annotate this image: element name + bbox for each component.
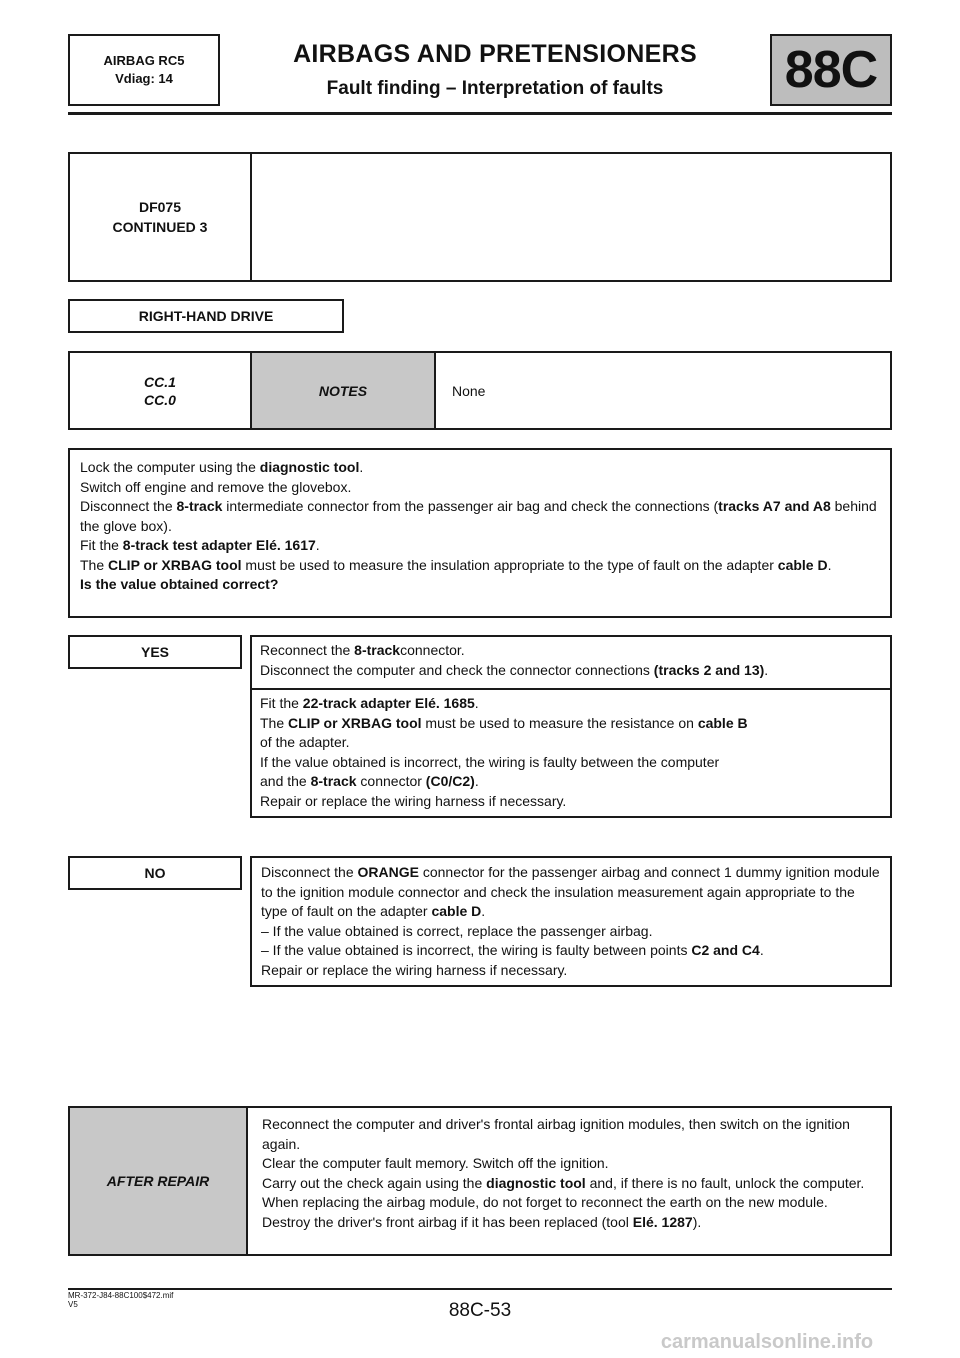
fault-code: DF075 xyxy=(138,199,182,215)
yes-line: of the adapter. xyxy=(260,734,350,750)
yes-line: If the value obtained is incorrect, the wiring is faulty between the computer xyxy=(260,753,720,770)
after-repair-line: Destroy the driver's front airbag if it has been replaced (tool Elé. 1287). xyxy=(262,1213,702,1230)
after-repair-box xyxy=(246,1106,892,1256)
footer-divider xyxy=(68,1288,892,1290)
header-divider xyxy=(68,112,892,115)
fault-description-box xyxy=(250,152,892,282)
no-label: NO xyxy=(68,856,242,890)
instruction-line: Switch off engine and remove the glovebox. xyxy=(80,478,352,495)
vdiag-label: Vdiag: 14 xyxy=(115,71,173,86)
yes-line: Fit the 22-track adapter Elé. 1685. xyxy=(260,695,479,711)
yes-line: Disconnect the computer and check the connector connections (tracks 2 and 13). xyxy=(260,661,769,678)
fault-code-box xyxy=(68,152,252,282)
fault-continued: CONTINUED 3 xyxy=(112,219,208,235)
instruction-line: Disconnect the 8-track intermediate connector from the passenger air bag and check the connections (tracks A7 and A8 behind the glove box). xyxy=(80,498,877,534)
version-label: V5 xyxy=(68,1300,78,1309)
instruction-line: Fit the 8-track test adapter Elé. 1617. xyxy=(80,537,320,553)
file-reference: MR-372-J84-88C100$472.mif xyxy=(68,1291,174,1300)
yes-action-part1 xyxy=(260,641,888,680)
no-line: Disconnect the ORANGE connector for the passenger airbag and connect 1 dummy ignition module to the ignition module connector and check the insulation measurement again appropriate to the type of fault on the adapter cable D. xyxy=(261,864,880,919)
watermark: carmanualsonline.info xyxy=(660,1330,874,1353)
after-repair-label: AFTER REPAIR xyxy=(68,1106,248,1256)
drive-side-label: RIGHT-HAND DRIVE xyxy=(68,299,344,333)
test-question: Is the value obtained correct? xyxy=(80,576,279,592)
after-repair-line: Clear the computer fault memory. Switch off the ignition. xyxy=(262,1155,609,1171)
after-repair-line: Reconnect the computer and driver's frontal airbag ignition modules, then switch on the ignition again. xyxy=(262,1116,850,1152)
instruction-line: The CLIP or XRBAG tool must be used to measure the insulation appropriate to the type of fault on the adapter cable D. xyxy=(80,556,832,573)
yes-divider xyxy=(250,688,892,690)
yes-line: The CLIP or XRBAG tool must be used to measure the resistance on cable B xyxy=(260,714,748,731)
yes-label: YES xyxy=(68,635,242,669)
notes-label: NOTES xyxy=(250,351,436,430)
condition-codes-box xyxy=(68,351,252,430)
vehicle-label-box xyxy=(68,34,220,106)
no-line: – If the value obtained is correct, replace the passenger airbag. xyxy=(261,922,653,939)
document-reference xyxy=(68,1291,173,1309)
after-repair-line: Carry out the check again using the diagnostic tool and, if there is no fault, unlock the computer. When replacing the airbag module, do not forget to reconnect the earth on the new module. xyxy=(262,1174,865,1210)
yes-line: Repair or replace the wiring harness if necessary. xyxy=(260,792,567,809)
page-title: AIRBAGS AND PRETENSIONERS xyxy=(293,40,697,68)
condition-cc0: CC.0 xyxy=(144,391,176,408)
condition-cc1: CC.1 xyxy=(144,373,176,390)
notes-value: None xyxy=(434,351,892,430)
yes-action-part2 xyxy=(260,694,888,811)
page-subtitle: Fault finding – Interpretation of faults xyxy=(326,78,664,99)
no-line: Repair or replace the wiring harness if necessary. xyxy=(261,961,568,978)
no-action-box xyxy=(250,856,892,987)
yes-line: and the 8-track connector (C0/C2). xyxy=(260,773,479,789)
yes-line: Reconnect the 8-trackconnector. xyxy=(260,642,465,658)
test-instructions xyxy=(68,448,892,618)
instruction-line: Lock the computer using the diagnostic tool. xyxy=(80,459,364,475)
model-label: AIRBAG RC5 xyxy=(103,53,185,68)
no-line: – If the value obtained is incorrect, the wiring is faulty between points C2 and C4. xyxy=(261,942,764,958)
section-code: 88C xyxy=(770,34,892,106)
page-number: 88C-53 xyxy=(448,1300,512,1321)
